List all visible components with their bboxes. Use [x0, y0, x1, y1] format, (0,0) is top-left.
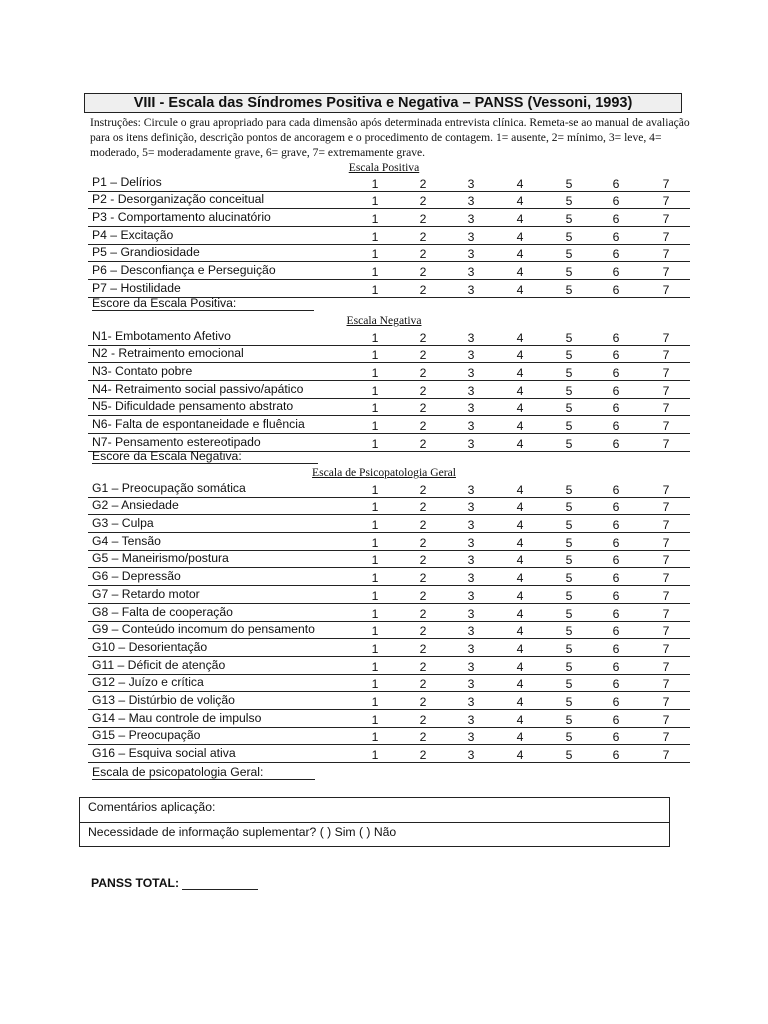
rating-option-3[interactable]: 3 [467, 518, 475, 533]
rating-option-4[interactable]: 4 [516, 641, 524, 656]
rating-option-3[interactable]: 3 [467, 535, 475, 550]
rating-option-1[interactable]: 1 [371, 677, 379, 692]
rating-option-5[interactable]: 5 [565, 553, 573, 568]
rating-option-1[interactable]: 1 [371, 348, 379, 363]
rating-option-5[interactable]: 5 [565, 695, 573, 710]
rating-option-2[interactable]: 2 [419, 348, 427, 363]
rating-option-5[interactable]: 5 [565, 482, 573, 497]
rating-option-7[interactable]: 7 [662, 730, 670, 745]
rating-row [88, 551, 690, 569]
rating-option-4[interactable]: 4 [516, 624, 524, 639]
rating-row [88, 692, 690, 710]
rating-option-4[interactable]: 4 [516, 401, 524, 416]
rating-option-7[interactable]: 7 [662, 500, 670, 515]
rating-option-7[interactable]: 7 [662, 482, 670, 497]
rating-option-1[interactable]: 1 [371, 695, 379, 710]
rating-option-6[interactable]: 6 [612, 518, 620, 533]
item-label: N6- Falta de espontaneidade e fluência [92, 417, 305, 432]
rating-option-5[interactable]: 5 [565, 282, 573, 297]
rating-option-4[interactable]: 4 [516, 383, 524, 398]
rating-option-1[interactable]: 1 [371, 659, 379, 674]
item-label: G13 – Distúrbio de volição [92, 693, 235, 708]
rating-option-5[interactable]: 5 [565, 436, 573, 451]
rating-row [88, 498, 690, 516]
rating-option-1[interactable]: 1 [371, 229, 379, 244]
rating-option-1[interactable]: 1 [371, 176, 379, 191]
rating-option-5[interactable]: 5 [565, 330, 573, 345]
item-label: P5 – Grandiosidade [92, 245, 200, 260]
rating-option-7[interactable]: 7 [662, 401, 670, 416]
section-score [92, 449, 318, 464]
rating-option-1[interactable]: 1 [371, 518, 379, 533]
rating-option-6[interactable]: 6 [612, 247, 620, 262]
rating-option-6[interactable]: 6 [612, 659, 620, 674]
rating-option-6[interactable]: 6 [612, 641, 620, 656]
rating-option-5[interactable]: 5 [565, 247, 573, 262]
rating-option-5[interactable]: 5 [565, 659, 573, 674]
item-label: G10 – Desorientação [92, 639, 208, 654]
rating-option-5[interactable]: 5 [565, 606, 573, 621]
rating-option-5[interactable]: 5 [565, 229, 573, 244]
rating-option-5[interactable]: 5 [565, 366, 573, 381]
item-label: G15 – Preocupação [92, 728, 201, 743]
rating-option-7[interactable]: 7 [662, 712, 670, 727]
rating-option-4[interactable]: 4 [516, 712, 524, 727]
rating-row [88, 728, 690, 746]
rating-option-5[interactable]: 5 [565, 518, 573, 533]
rating-option-6[interactable]: 6 [612, 588, 620, 603]
item-label: G11 – Déficit de atenção [92, 657, 226, 672]
rating-option-2[interactable]: 2 [419, 500, 427, 515]
rating-option-2[interactable]: 2 [419, 553, 427, 568]
rating-option-1[interactable]: 1 [371, 553, 379, 568]
rating-option-5[interactable]: 5 [565, 194, 573, 209]
instructions-text: Instruções: Circule o grau apropriado para cada dimensão após determinada entrevista clínica. Remeta-se ao manual de avaliação para os itens definição, descrição pontos de ancoragem e o procedimento de contagem. 1= ausente, 2= mínimo, 3= leve, 4= moderado, 5= moderadamente grave, 6= grave, 7= extremamente grave. [90, 116, 690, 159]
rating-option-2[interactable]: 2 [419, 571, 427, 586]
rating-option-2[interactable]: 2 [419, 366, 427, 381]
rating-option-7[interactable]: 7 [662, 659, 670, 674]
rating-option-1[interactable]: 1 [371, 482, 379, 497]
rating-option-7[interactable]: 7 [662, 641, 670, 656]
rating-option-7[interactable]: 7 [662, 194, 670, 209]
rating-option-3[interactable]: 3 [467, 330, 475, 345]
rating-option-4[interactable]: 4 [516, 366, 524, 381]
rating-option-2[interactable]: 2 [419, 282, 427, 297]
rating-option-1[interactable]: 1 [371, 401, 379, 416]
rating-option-7[interactable]: 7 [662, 282, 670, 297]
rating-option-2[interactable]: 2 [419, 194, 427, 209]
rating-option-7[interactable]: 7 [662, 695, 670, 710]
rating-option-6[interactable]: 6 [612, 383, 620, 398]
rating-option-4[interactable]: 4 [516, 606, 524, 621]
rating-option-2[interactable]: 2 [419, 229, 427, 244]
rating-option-2[interactable]: 2 [419, 677, 427, 692]
item-label: G16 – Esquiva social ativa [92, 746, 236, 761]
rating-option-5[interactable]: 5 [565, 212, 573, 227]
rating-option-1[interactable]: 1 [371, 282, 379, 297]
rating-option-4[interactable]: 4 [516, 482, 524, 497]
rating-option-3[interactable]: 3 [467, 730, 475, 745]
rating-option-2[interactable]: 2 [419, 695, 427, 710]
rating-row [88, 399, 690, 417]
panss-total [91, 876, 258, 890]
rating-option-3[interactable]: 3 [467, 366, 475, 381]
rating-option-6[interactable]: 6 [612, 366, 620, 381]
rating-row [88, 363, 690, 381]
rating-row [88, 586, 690, 604]
rating-row [88, 328, 690, 346]
item-label: G4 – Tensão [92, 533, 161, 548]
rating-option-5[interactable]: 5 [565, 588, 573, 603]
rating-option-4[interactable]: 4 [516, 247, 524, 262]
item-label: N4- Retraimento social passivo/apático [92, 381, 304, 396]
rating-option-2[interactable]: 2 [419, 748, 427, 763]
rating-option-1[interactable]: 1 [371, 194, 379, 209]
rating-option-4[interactable]: 4 [516, 571, 524, 586]
section-score [92, 765, 315, 780]
rating-option-1[interactable]: 1 [371, 383, 379, 398]
rating-option-6[interactable]: 6 [612, 282, 620, 297]
rating-option-4[interactable]: 4 [516, 436, 524, 451]
rating-option-7[interactable]: 7 [662, 571, 670, 586]
rating-option-6[interactable]: 6 [612, 436, 620, 451]
rating-option-6[interactable]: 6 [612, 712, 620, 727]
item-label: P3 - Comportamento alucinatório [92, 210, 271, 225]
item-label: G2 – Ansiedade [92, 498, 179, 513]
rating-row [88, 480, 690, 498]
rating-option-4[interactable]: 4 [516, 176, 524, 191]
rating-option-4[interactable]: 4 [516, 535, 524, 550]
rating-option-7[interactable]: 7 [662, 176, 670, 191]
rating-option-2[interactable]: 2 [419, 265, 427, 280]
rating-option-5[interactable]: 5 [565, 176, 573, 191]
rating-option-3[interactable]: 3 [467, 659, 475, 674]
rating-option-6[interactable]: 6 [612, 401, 620, 416]
rating-option-6[interactable]: 6 [612, 695, 620, 710]
item-label: N3- Contato pobre [92, 364, 193, 379]
item-label: N2 - Retraimento emocional [92, 346, 244, 361]
rating-option-7[interactable]: 7 [662, 606, 670, 621]
rating-option-6[interactable]: 6 [612, 265, 620, 280]
item-label: G5 – Maneirismo/postura [92, 551, 229, 566]
rating-row [88, 263, 690, 281]
rating-option-7[interactable]: 7 [662, 535, 670, 550]
item-label: P7 – Hostilidade [92, 280, 181, 295]
rating-option-4[interactable]: 4 [516, 588, 524, 603]
rating-option-2[interactable]: 2 [419, 624, 427, 639]
rating-option-4[interactable]: 4 [516, 212, 524, 227]
form-title: VIII - Escala das Síndromes Positiva e Negativa – PANSS (Vessoni, 1993) [84, 93, 682, 113]
rating-row [88, 675, 690, 693]
rating-row [88, 209, 690, 227]
rating-option-5[interactable]: 5 [565, 677, 573, 692]
rating-option-2[interactable]: 2 [419, 641, 427, 656]
rating-option-2[interactable]: 2 [419, 247, 427, 262]
rating-option-1[interactable]: 1 [371, 265, 379, 280]
item-label: N1- Embotamento Afetivo [92, 328, 231, 343]
rating-option-2[interactable]: 2 [419, 212, 427, 227]
rating-option-6[interactable]: 6 [612, 748, 620, 763]
rating-option-1[interactable]: 1 [371, 212, 379, 227]
rating-option-3[interactable]: 3 [467, 419, 475, 434]
rating-option-5[interactable]: 5 [565, 348, 573, 363]
rating-option-7[interactable]: 7 [662, 553, 670, 568]
rating-option-2[interactable]: 2 [419, 401, 427, 416]
rating-option-6[interactable]: 6 [612, 500, 620, 515]
rating-option-3[interactable]: 3 [467, 571, 475, 586]
item-label: P1 – Delírios [92, 174, 162, 189]
rating-option-5[interactable]: 5 [565, 383, 573, 398]
item-label: G8 – Falta de cooperação [92, 604, 233, 619]
comments-application-field[interactable]: Comentários aplicação: [80, 798, 669, 823]
rating-option-7[interactable]: 7 [662, 419, 670, 434]
rating-row [88, 245, 690, 263]
rating-option-5[interactable]: 5 [565, 401, 573, 416]
rating-option-3[interactable]: 3 [467, 624, 475, 639]
rating-option-4[interactable]: 4 [516, 695, 524, 710]
rating-option-7[interactable]: 7 [662, 212, 670, 227]
rating-option-6[interactable]: 6 [612, 212, 620, 227]
rating-option-1[interactable]: 1 [371, 366, 379, 381]
rating-option-1[interactable]: 1 [371, 571, 379, 586]
rating-option-3[interactable]: 3 [467, 677, 475, 692]
section-title: Escala Negativa [346, 314, 422, 327]
rating-option-3[interactable]: 3 [467, 712, 475, 727]
rating-option-3[interactable]: 3 [467, 194, 475, 209]
rating-option-7[interactable]: 7 [662, 624, 670, 639]
rating-option-7[interactable]: 7 [662, 348, 670, 363]
section-score [92, 296, 314, 311]
rating-option-3[interactable]: 3 [467, 247, 475, 262]
rating-option-7[interactable]: 7 [662, 518, 670, 533]
rating-option-3[interactable]: 3 [467, 229, 475, 244]
rating-option-6[interactable]: 6 [612, 176, 620, 191]
item-label: G6 – Depressão [92, 569, 181, 584]
rating-row [88, 639, 690, 657]
section-score-blank[interactable] [263, 767, 315, 780]
panss-total-label: PANSS TOTAL: [91, 876, 180, 890]
rating-option-5[interactable]: 5 [565, 712, 573, 727]
item-label: P6 – Desconfiança e Perseguição [92, 263, 276, 278]
rating-option-6[interactable]: 6 [612, 330, 620, 345]
rating-option-7[interactable]: 7 [662, 229, 670, 244]
item-label: P2 - Desorganização conceitual [92, 192, 265, 207]
rating-option-4[interactable]: 4 [516, 748, 524, 763]
rating-option-1[interactable]: 1 [371, 247, 379, 262]
rating-row [88, 417, 690, 435]
rating-option-6[interactable]: 6 [612, 571, 620, 586]
rating-option-4[interactable]: 4 [516, 553, 524, 568]
rating-option-2[interactable]: 2 [419, 535, 427, 550]
rating-option-6[interactable]: 6 [612, 553, 620, 568]
rating-option-2[interactable]: 2 [419, 588, 427, 603]
rating-option-6[interactable]: 6 [612, 606, 620, 621]
rating-option-1[interactable]: 1 [371, 588, 379, 603]
rating-option-5[interactable]: 5 [565, 500, 573, 515]
rating-row [88, 569, 690, 587]
rating-row [88, 174, 690, 192]
rating-row [88, 622, 690, 640]
rating-row [88, 533, 690, 551]
rating-option-7[interactable]: 7 [662, 330, 670, 345]
rating-option-2[interactable]: 2 [419, 659, 427, 674]
rating-option-5[interactable]: 5 [565, 730, 573, 745]
rating-option-4[interactable]: 4 [516, 330, 524, 345]
rating-option-6[interactable]: 6 [612, 624, 620, 639]
rating-option-4[interactable]: 4 [516, 730, 524, 745]
rating-option-6[interactable]: 6 [612, 194, 620, 209]
rating-option-3[interactable]: 3 [467, 695, 475, 710]
rating-option-2[interactable]: 2 [419, 712, 427, 727]
rating-option-6[interactable]: 6 [612, 419, 620, 434]
rating-option-5[interactable]: 5 [565, 265, 573, 280]
item-label: G9 – Conteúdo incomum do pensamento [92, 622, 315, 637]
rating-option-5[interactable]: 5 [565, 571, 573, 586]
supplementary-info-field[interactable]: Necessidade de informação suplementar? ( ) Sim ( ) Não [88, 825, 397, 839]
rating-option-5[interactable]: 5 [565, 641, 573, 656]
comments-box [79, 797, 670, 847]
rating-option-2[interactable]: 2 [419, 330, 427, 345]
rating-option-7[interactable]: 7 [662, 366, 670, 381]
rating-option-7[interactable]: 7 [662, 748, 670, 763]
rating-option-1[interactable]: 1 [371, 712, 379, 727]
rating-option-2[interactable]: 2 [419, 606, 427, 621]
rating-option-3[interactable]: 3 [467, 436, 475, 451]
rating-row [88, 227, 690, 245]
rating-row [88, 346, 690, 364]
rating-option-6[interactable]: 6 [612, 348, 620, 363]
item-label: G7 – Retardo motor [92, 586, 200, 601]
rating-option-4[interactable]: 4 [516, 229, 524, 244]
rating-option-5[interactable]: 5 [565, 535, 573, 550]
item-label: G14 – Mau controle de impulso [92, 710, 262, 725]
rating-option-5[interactable]: 5 [565, 624, 573, 639]
section-title: Escala de Psicopatologia Geral [312, 466, 456, 479]
rating-option-1[interactable]: 1 [371, 641, 379, 656]
rating-option-4[interactable]: 4 [516, 518, 524, 533]
rating-option-4[interactable]: 4 [516, 419, 524, 434]
rating-row [88, 192, 690, 210]
rating-option-3[interactable]: 3 [467, 482, 475, 497]
rating-option-1[interactable]: 1 [371, 330, 379, 345]
rating-option-2[interactable]: 2 [419, 730, 427, 745]
rating-option-7[interactable]: 7 [662, 383, 670, 398]
rating-option-7[interactable]: 7 [662, 436, 670, 451]
section-title: Escala Positiva [348, 161, 420, 174]
rating-option-6[interactable]: 6 [612, 482, 620, 497]
rating-option-7[interactable]: 7 [662, 677, 670, 692]
item-label: N7- Pensamento estereotipado [92, 434, 261, 449]
rating-option-1[interactable]: 1 [371, 606, 379, 621]
rating-row [88, 604, 690, 622]
rating-option-6[interactable]: 6 [612, 535, 620, 550]
rating-option-2[interactable]: 2 [419, 518, 427, 533]
rating-option-4[interactable]: 4 [516, 659, 524, 674]
rating-option-3[interactable]: 3 [467, 553, 475, 568]
item-label: G3 – Culpa [92, 516, 154, 531]
rating-option-3[interactable]: 3 [467, 500, 475, 515]
rating-option-1[interactable]: 1 [371, 535, 379, 550]
rating-option-2[interactable]: 2 [419, 176, 427, 191]
rating-option-6[interactable]: 6 [612, 730, 620, 745]
rating-option-4[interactable]: 4 [516, 282, 524, 297]
item-label: G12 – Juízo e crítica [92, 675, 204, 690]
rating-option-2[interactable]: 2 [419, 436, 427, 451]
rating-option-4[interactable]: 4 [516, 194, 524, 209]
rating-option-3[interactable]: 3 [467, 606, 475, 621]
rating-option-4[interactable]: 4 [516, 265, 524, 280]
section-score-blank[interactable] [236, 298, 314, 311]
rating-option-3[interactable]: 3 [467, 641, 475, 656]
item-label: N5- Dificuldade pensamento abstrato [92, 399, 294, 414]
rating-option-6[interactable]: 6 [612, 677, 620, 692]
rating-option-7[interactable]: 7 [662, 588, 670, 603]
section-score-label: Escore da Escala Positiva: [92, 296, 237, 310]
rating-option-1[interactable]: 1 [371, 748, 379, 763]
rating-option-1[interactable]: 1 [371, 500, 379, 515]
rating-option-3[interactable]: 3 [467, 265, 475, 280]
rating-option-6[interactable]: 6 [612, 229, 620, 244]
rating-option-5[interactable]: 5 [565, 748, 573, 763]
rating-option-3[interactable]: 3 [467, 383, 475, 398]
rating-option-2[interactable]: 2 [419, 419, 427, 434]
rating-option-2[interactable]: 2 [419, 482, 427, 497]
rating-row [88, 657, 690, 675]
item-label: P4 – Excitação [92, 227, 174, 242]
rating-option-3[interactable]: 3 [467, 212, 475, 227]
rating-option-4[interactable]: 4 [516, 500, 524, 515]
rating-option-4[interactable]: 4 [516, 348, 524, 363]
rating-option-5[interactable]: 5 [565, 419, 573, 434]
rating-option-3[interactable]: 3 [467, 401, 475, 416]
rating-option-3[interactable]: 3 [467, 748, 475, 763]
section-score-label: Escore da Escala Negativa: [92, 449, 242, 463]
rating-row [88, 710, 690, 728]
rating-option-2[interactable]: 2 [419, 383, 427, 398]
rating-option-1[interactable]: 1 [371, 419, 379, 434]
section-score-label: Escala de psicopatologia Geral: [92, 765, 264, 779]
item-label: G1 – Preocupação somática [92, 480, 246, 495]
rating-option-1[interactable]: 1 [371, 436, 379, 451]
section-score-blank[interactable] [242, 451, 318, 464]
panss-total-blank[interactable] [182, 877, 258, 890]
rating-option-3[interactable]: 3 [467, 348, 475, 363]
rating-row [88, 746, 690, 764]
rating-option-3[interactable]: 3 [467, 176, 475, 191]
rating-option-1[interactable]: 1 [371, 624, 379, 639]
rating-option-7[interactable]: 7 [662, 247, 670, 262]
rating-option-1[interactable]: 1 [371, 730, 379, 745]
rating-option-7[interactable]: 7 [662, 265, 670, 280]
rating-option-3[interactable]: 3 [467, 588, 475, 603]
rating-row [88, 381, 690, 399]
rating-option-3[interactable]: 3 [467, 282, 475, 297]
rating-option-4[interactable]: 4 [516, 677, 524, 692]
rating-row [88, 515, 690, 533]
